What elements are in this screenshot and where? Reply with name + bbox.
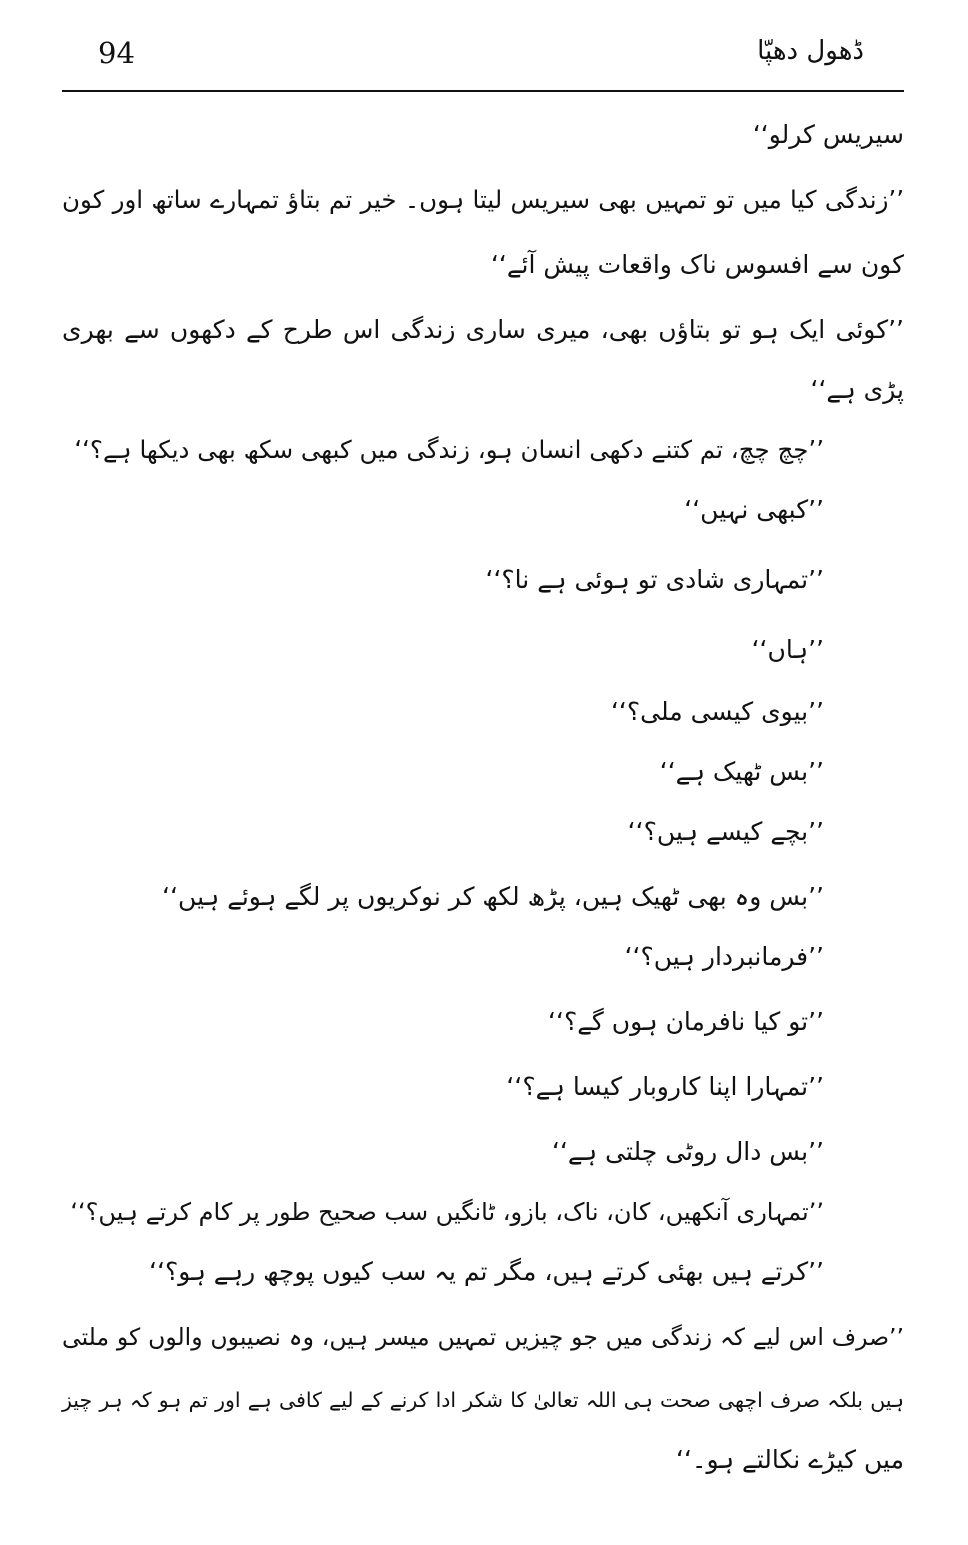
running-title: ڈھول دھپّا [757, 36, 864, 66]
text-line: ’’بس وہ بھی ٹھیک ہیں، پڑھ لکھ کر نوکریوں پر لگے ہوئے ہیں‘‘ [162, 882, 824, 911]
text-line: ’’تمہارا اپنا کاروبار کیسا ہے؟‘‘ [506, 1072, 824, 1101]
text-line: میں کیڑے نکالتے ہو۔‘‘ [676, 1445, 904, 1474]
text-line: ’’کوئی ایک ہو تو بتاؤں بھی، میری ساری زندگی اس طرح کے دکھوں سے بھری [62, 315, 904, 344]
text-line: ’’بیوی کیسی ملی؟‘‘ [610, 697, 824, 726]
body-text [62, 0, 904, 1545]
text-line: پڑی ہے‘‘ [810, 375, 904, 404]
page-number: 94 [98, 36, 135, 70]
text-line: ’’فرمانبردار ہیں؟‘‘ [624, 942, 824, 971]
text-line: ’’ہاں‘‘ [751, 635, 824, 664]
text-line: ’’کرتے ہیں بھئی کرتے ہیں، مگر تم یہ سب کیوں پوچھ رہے ہو؟‘‘ [149, 1257, 824, 1286]
text-line: سیریس کرلو‘‘ [752, 120, 904, 149]
text-line: ’’بس ٹھیک ہے‘‘ [659, 757, 824, 786]
text-line: ’’صرف اس لیے کہ زندگی میں جو چیزیں تمہیں میسر ہیں، وہ نصیبوں والوں کو ملتی [62, 1323, 904, 1351]
text-line: ’’کبھی نہیں‘‘ [684, 495, 824, 524]
text-line: ’’زندگی کیا میں تو تمہیں بھی سیریس لیتا ہوں۔ خیر تم بتاؤ تمہارے ساتھ اور کون [62, 185, 904, 214]
text-line: ہیں بلکہ صرف اچھی صحت ہی اللہ تعالیٰ کا شکر ادا کرنے کے لیے کافی ہے اور تم ہو کہ ہر چیز [62, 1388, 904, 1412]
text-line: ’’تمہاری آنکھیں، کان، ناک، بازو، ٹانگیں سب صحیح طور پر کام کرتے ہیں؟‘‘ [70, 1198, 824, 1226]
text-line: ’’بچے کیسے ہیں؟‘‘ [627, 817, 824, 846]
text-line: کون سے افسوس ناک واقعات پیش آئے‘‘ [490, 250, 904, 279]
text-line: ’’بس دال روٹی چلتی ہے‘‘ [552, 1137, 824, 1166]
text-line: ’’چچ چچ، تم کتنے دکھی انسان ہو، زندگی میں کبھی سکھ بھی دیکھا ہے؟‘‘ [74, 435, 824, 464]
text-line: ’’تمہاری شادی تو ہوئی ہے نا؟‘‘ [485, 565, 824, 594]
text-line: ’’تو کیا نافرمان ہوں گے؟‘‘ [548, 1007, 824, 1036]
